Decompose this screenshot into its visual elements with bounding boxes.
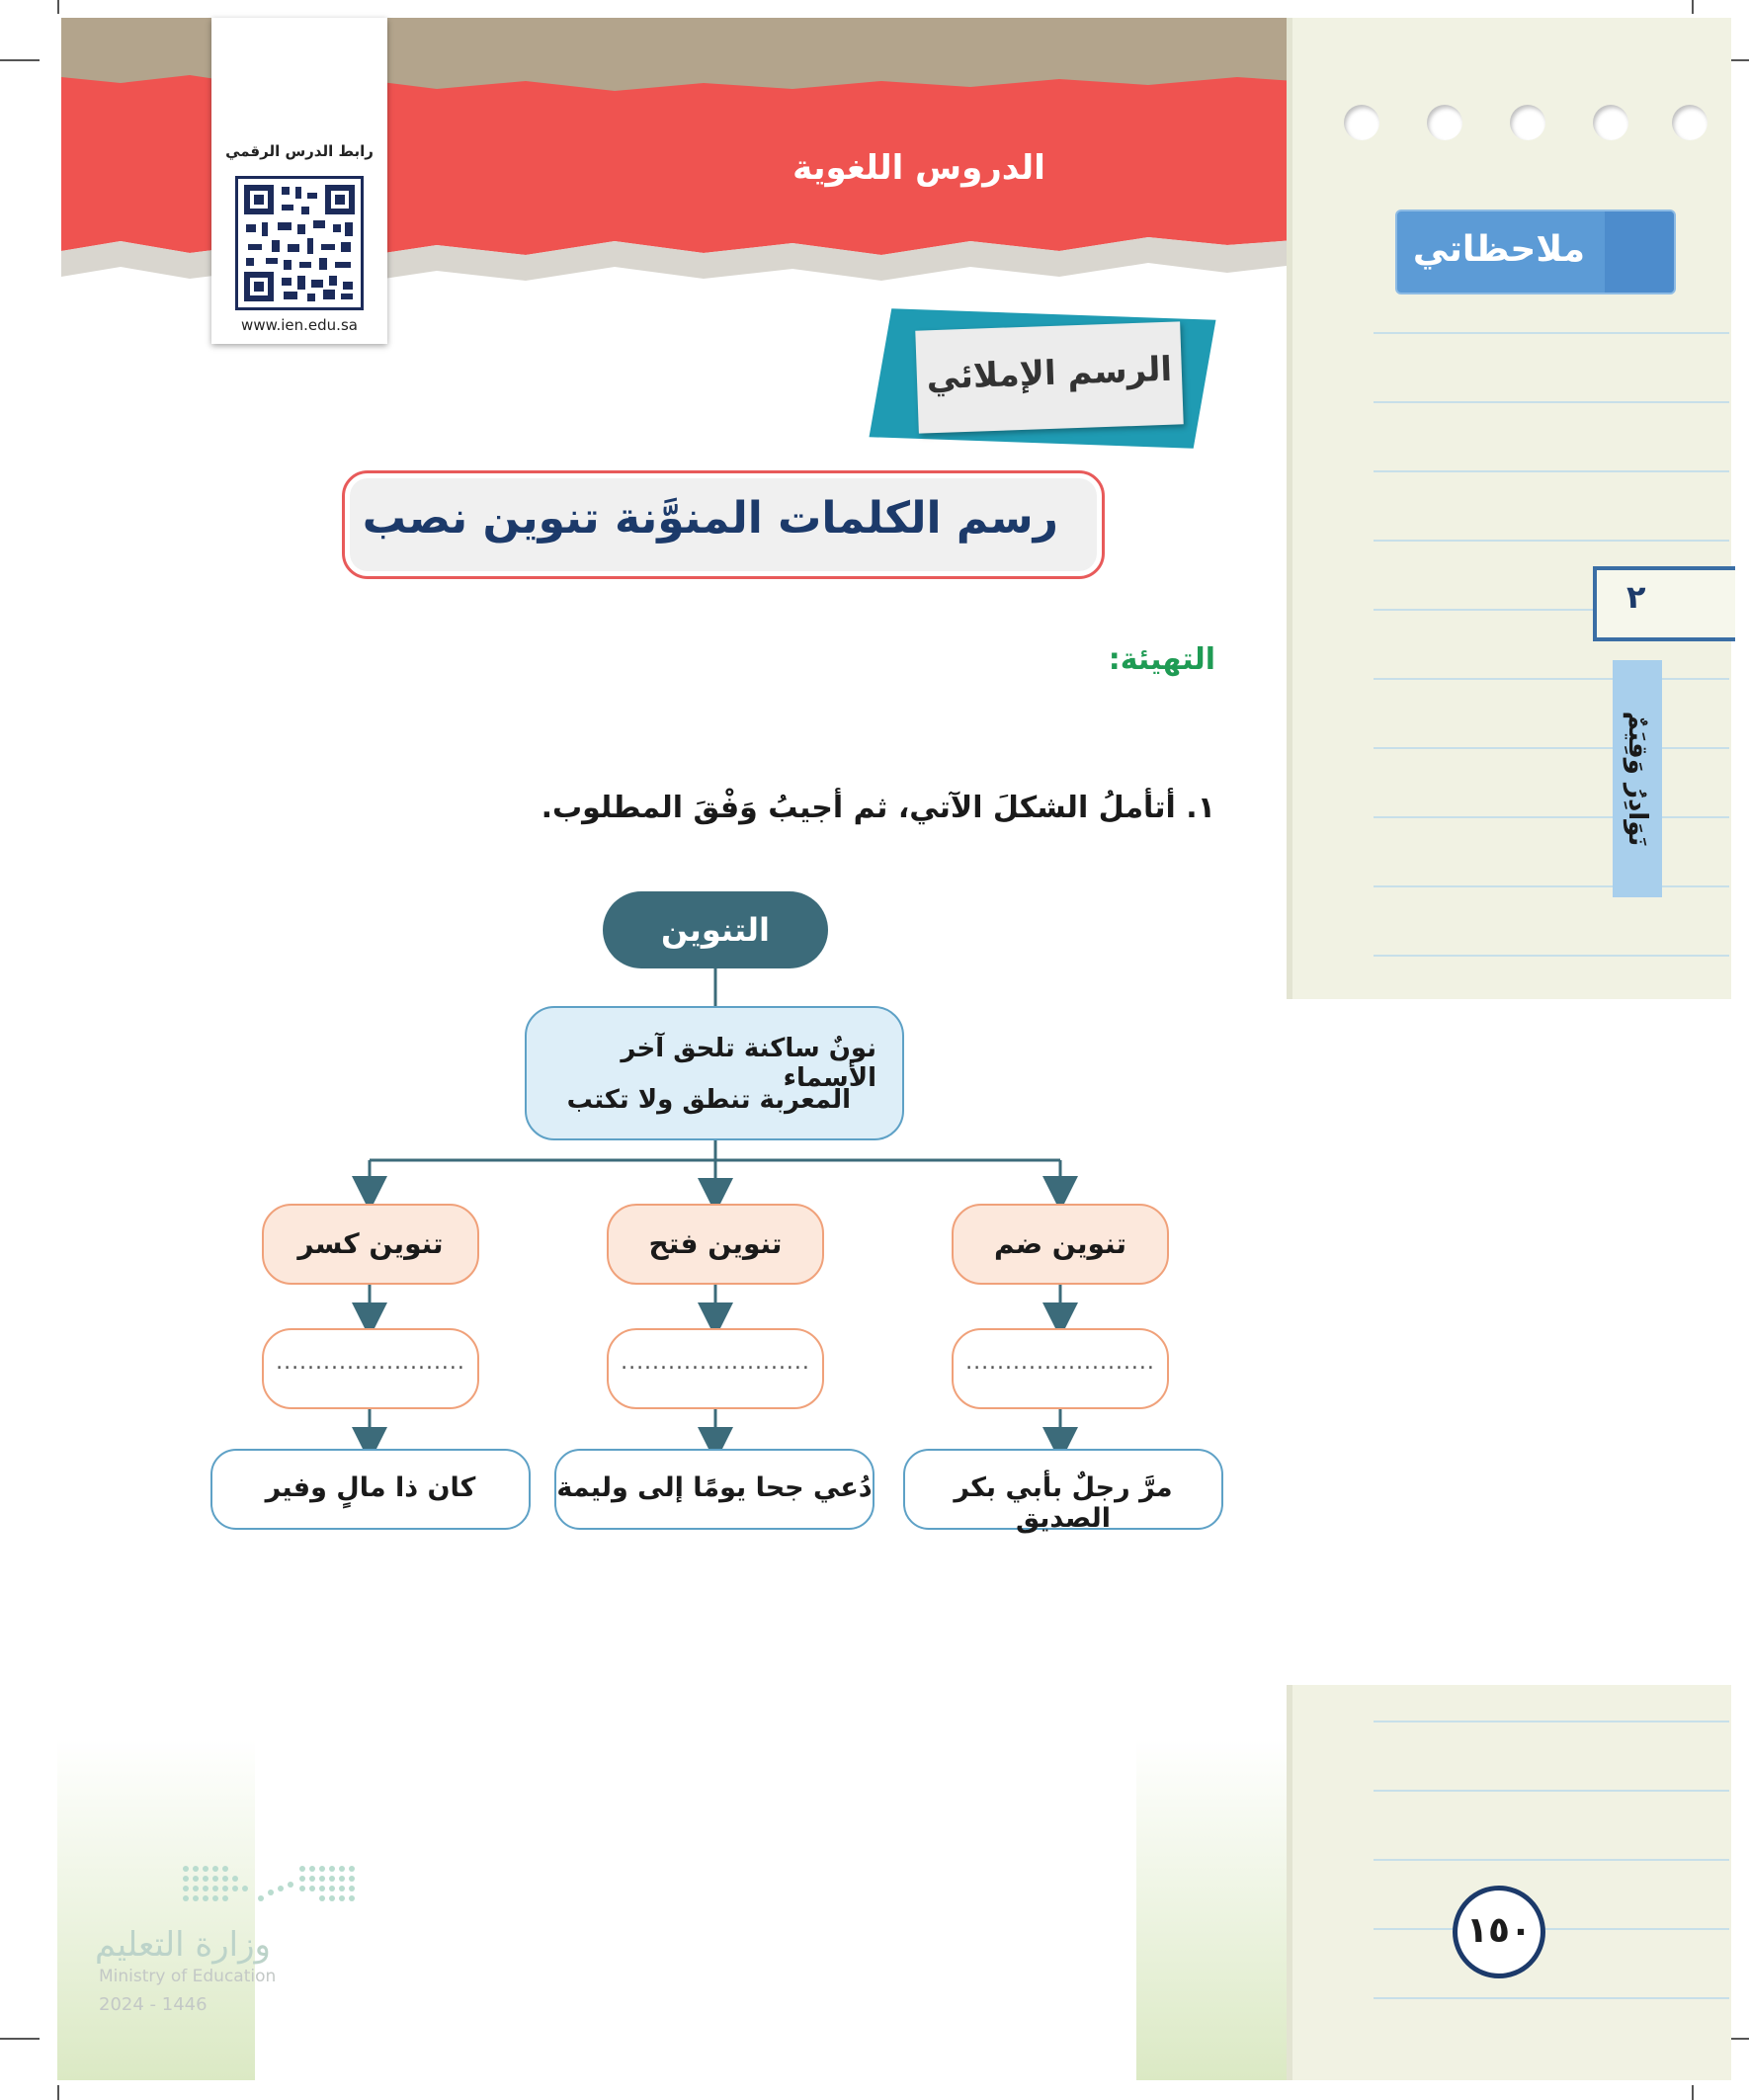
notes-panel — [1287, 18, 1731, 999]
answer-blank[interactable] — [952, 1328, 1169, 1409]
notes-line — [1374, 885, 1729, 887]
notes-line — [1374, 955, 1729, 957]
notes-line — [1374, 747, 1729, 749]
lesson-tag-text: الرسم الإملائي — [925, 349, 1173, 398]
section-title: الدروس اللغوية — [792, 148, 1045, 188]
crop-mark — [1692, 2085, 1694, 2100]
example-node-damma — [903, 1449, 1223, 1534]
unit-ribbon-text: نَوَادِرُ وَقِيَمٌ — [1623, 711, 1652, 847]
qr-label: رابط الدرس الرقمي — [225, 142, 374, 160]
blank-dots: ........................ — [621, 1350, 810, 1375]
lesson-title: رسم الكلمات المنوَّنة تنوين نصب — [362, 493, 1058, 544]
ministry-name-en: Ministry of Education — [99, 1967, 277, 1986]
crop-mark — [1692, 0, 1694, 14]
binder-hole — [1344, 105, 1379, 140]
notes-panel-bottom — [1287, 1685, 1731, 2080]
ministry-logo-icon — [180, 1863, 358, 1912]
notes-line — [1374, 470, 1729, 472]
binder-hole — [1672, 105, 1707, 140]
example-node-kasra — [210, 1449, 531, 1530]
crop-mark — [0, 2038, 40, 2040]
notes-line — [1374, 1997, 1729, 1999]
intro-label: التهيئة: — [1108, 642, 1215, 677]
example-text: كان ذا مالٍ وفير — [265, 1472, 476, 1503]
unit-number: ٢ — [1626, 578, 1646, 616]
example-text: مرَّ رجلٌ بأبي بكر الصديق — [954, 1472, 1173, 1534]
page-number: ١٥٠ — [1466, 1910, 1532, 1951]
qr-url[interactable]: www.ien.edu.sa — [241, 316, 358, 334]
definition-line-1: نونٌ ساكنة تلحق آخر الأسماء — [621, 1034, 876, 1093]
type-label: تنوين فتح — [648, 1227, 783, 1260]
notes-tab — [1397, 211, 1674, 293]
ministry-name-ar: وزارة التعليم — [95, 1925, 271, 1965]
example-text: دُعي جحا يومًا إلى وليمة — [556, 1472, 873, 1503]
page-number-badge — [1453, 1886, 1545, 1978]
type-node-kasra — [262, 1204, 479, 1285]
notes-line — [1374, 1721, 1729, 1722]
ministry-year: 2024 - 1446 — [99, 1994, 208, 2015]
binder-hole — [1593, 105, 1628, 140]
type-label: تنوين ضم — [994, 1227, 1126, 1260]
binder-hole — [1427, 105, 1462, 140]
type-node-fatha — [607, 1204, 824, 1285]
notes-tab-label: ملاحظاتي — [1412, 229, 1585, 270]
blank-dots: ........................ — [276, 1350, 465, 1375]
unit-number-box — [1593, 566, 1735, 641]
diagram-definition-node — [525, 1006, 904, 1140]
type-node-damma — [952, 1204, 1169, 1285]
notes-edge — [1287, 18, 1292, 999]
type-label: تنوين كسر — [297, 1227, 444, 1260]
notes-line — [1374, 401, 1729, 403]
example-node-fatha — [554, 1449, 874, 1530]
notes-line — [1374, 1790, 1729, 1792]
notes-edge — [1287, 1685, 1292, 2080]
diagram-root-label: التنوين — [661, 911, 770, 949]
footer-shade-right — [1136, 1739, 1287, 2080]
notes-line — [1374, 1859, 1729, 1861]
binder-hole — [1510, 105, 1545, 140]
question-text: ١. أتأملُ الشكلَ الآتي، ثم أجيبُ وَفْقَ المطلوب. — [541, 791, 1215, 825]
blank-dots: ........................ — [965, 1350, 1155, 1375]
notes-line — [1374, 816, 1729, 818]
answer-blank[interactable] — [262, 1328, 479, 1409]
notes-line — [1374, 1928, 1729, 1930]
crop-mark — [57, 2085, 59, 2100]
notes-line — [1374, 332, 1729, 334]
diagram-root-node — [603, 891, 828, 968]
notes-line — [1374, 678, 1729, 680]
unit-ribbon — [1613, 660, 1662, 897]
answer-blank[interactable] — [607, 1328, 824, 1409]
definition-line-2: المعربة تنطق ولا تكتب — [566, 1085, 851, 1115]
notes-line — [1374, 540, 1729, 542]
